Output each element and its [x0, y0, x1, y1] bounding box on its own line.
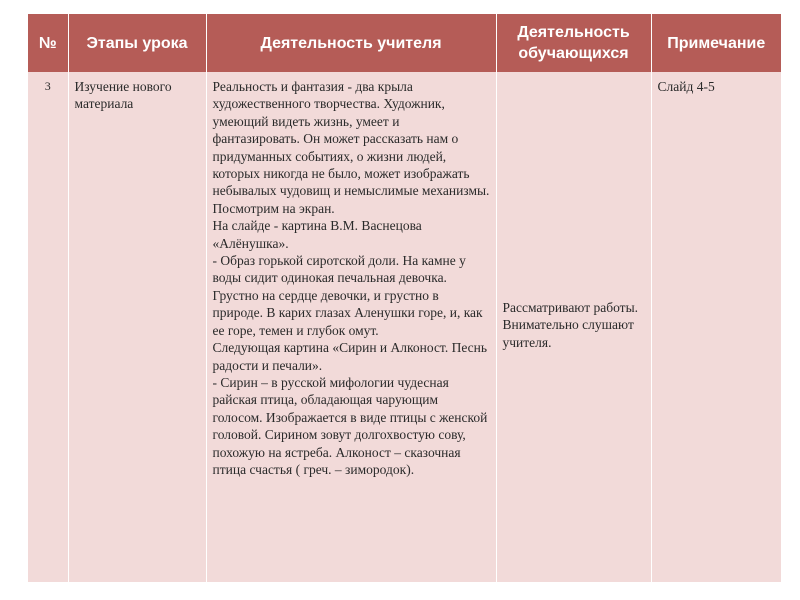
header-number: №: [28, 14, 68, 72]
table-header-row: [28, 14, 781, 72]
teacher-paragraph: Посмотрим на экран.: [212, 200, 335, 216]
teacher-paragraph: - Образ горькой сиротской доли. На камне у воды сидит одинокая печальная девочка. Грустно на сердце девочки, и грустно в природе. В карих глазах Аленушки горе, и, как ее горе, темен и глубок омут.: [212, 253, 483, 338]
students-paragraph: Рассматривают работы.: [502, 299, 639, 315]
teacher-paragraph: Реальность и фантазия - два крыла художественного творчества. Художник, умеющий видеть жизнь, умеет и фантазировать. Он может рассказать нам о придуманных событиях, о жизни людей, которых никогда не было, может изображать небывалых чудовищ и немыслимые механизмы.: [212, 79, 490, 199]
header-note: Примечание: [651, 14, 781, 72]
table-row: [28, 72, 781, 582]
cell-teacher-activity: [206, 72, 496, 582]
header-teacher-activity: Деятельность учителя: [206, 14, 496, 72]
teacher-paragraph: На слайде - картина В.М. Васнецова «Алёнушка».: [212, 218, 422, 251]
cell-number: 3: [28, 72, 68, 582]
cell-stage: Изучение нового материала: [68, 72, 206, 582]
lesson-plan-table: [28, 14, 781, 582]
header-student-activity: Деятельность обучающихся: [496, 14, 651, 72]
teacher-paragraph: Следующая картина «Сирин и Алконост. Песнь радости и печали».: [212, 340, 488, 373]
cell-student-activity: [496, 72, 651, 582]
teacher-paragraph: - Сирин – в русской мифологии чудесная райская птица, обладающая чарующим голосом. Изображается в виде птицы с женской головой. Сирином зовут долгохвостую сову, похожую на ястреба. Алконост – сказочная птица счастья ( греч. – зимородок).: [212, 374, 488, 477]
cell-note: Слайд 4-5: [651, 72, 781, 582]
header-stage: Этапы урока: [68, 14, 206, 72]
students-paragraph: Внимательно слушают учителя.: [502, 317, 634, 350]
